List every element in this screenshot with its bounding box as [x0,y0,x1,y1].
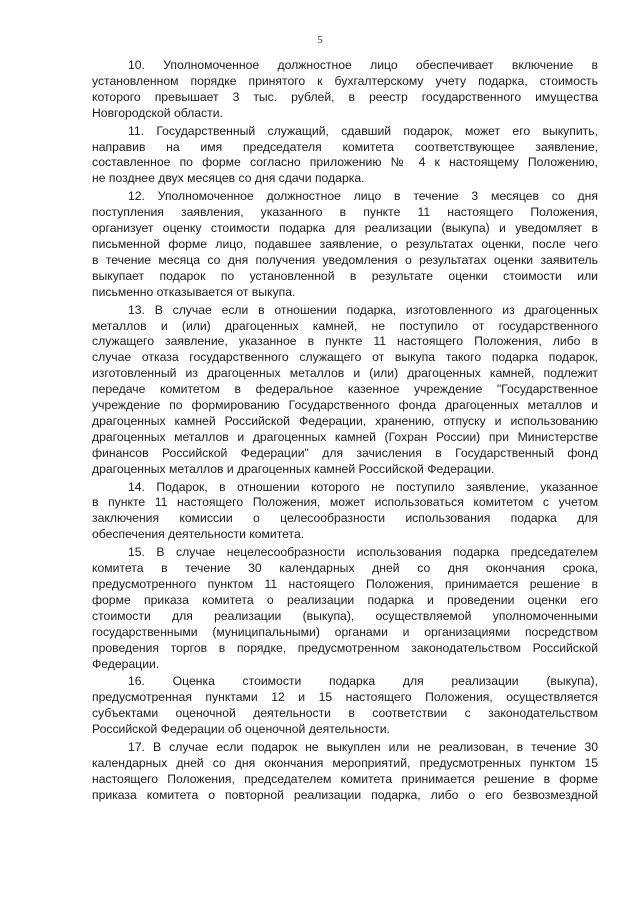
text-line: учреждение по формированию Государственного фонда драгоценных металлов и [92,398,598,413]
text-line: в течение месяца со дня получения уведомления о результатах оценки заявитель [92,252,598,267]
paragraph-16 [92,674,598,738]
text-line: Новгородской области. [92,105,223,120]
text-line: субъектами оценочной деятельности в соответствии с законодательством [92,706,598,721]
text-line: проведения торгов в порядке, предусмотренном законодательством Российской [92,640,598,655]
text-line: драгоценных металлов и драгоценных камней Российской Федерации. [92,461,495,476]
text-line: не позднее двух месяцев со дня сдачи подарка. [92,171,365,186]
text-line: передаче комитетом в федеральное казенное учреждение "Государственное [92,382,598,397]
text-line: составленное по форме согласно приложению № 4 к настоящему Положению, [92,155,598,170]
paragraph-12 [92,189,598,300]
text-line: настоящего Положения, председателем комитета принимается решение в форме [92,771,598,786]
paragraph-11 [92,124,598,188]
paragraph-13 [92,303,598,478]
text-line: металлов и (или) драгоценных камней, не поступило от государственного [92,318,598,333]
text-line: 14. Подарок, в отношении которого не поступило заявление, указанное [128,479,598,494]
text-line: письменно отказывается от выкупа. [92,284,296,299]
text-line: государственными (муниципальными) органами и организациями посредством [92,624,598,639]
text-line: которого превышает 3 тыс. рублей, в реестр государственного имущества [92,89,598,104]
paragraph-17 [92,740,598,804]
text-line: случае отказа государственного служащего от выкупа такого подарка подарок, [92,350,598,365]
text-line: служащего заявление, указанное в пункте 11 настоящего Положения, либо в [92,334,598,349]
text-line: обеспечения деятельности комитета. [92,527,305,542]
document-body [92,58,598,804]
text-line: изготовленный из драгоценных металлов и (или) драгоценных камней, подлежит [92,366,598,381]
text-line: стоимости для реализации (выкупа), осуществляемой уполномоченными [92,608,598,623]
text-line: драгоценных металлов и драгоценных камней (Гохран России) при Министерстве [92,429,598,444]
text-line: заключения комиссии о целесообразности использования подарка для [92,511,598,526]
text-line: предусмотренного пунктом 11 настоящего Положения, принимается решение в [92,577,598,591]
text-line: предусмотренная пунктами 12 и 15 настоящего Положения, осуществляется [92,690,598,705]
text-line: финансов Российской Федерации" для зачисления в Государственный фонд [92,445,598,460]
page-number: 5 [317,34,323,46]
text-line: приказа комитета о повторной реализации подарка, либо о его безвозмездной [92,787,598,802]
text-line: направив на имя председателя комитета соответствующее заявление, [92,139,598,154]
paragraph-10 [92,58,598,122]
text-line: 15. В случае нецелесообразности использования подарка председателем [128,545,598,560]
text-line: Федерации. [92,656,160,671]
text-line: 17. В случае если подарок не выкуплен или не реализован, в течение 30 [128,740,598,755]
text-line: календарных дней со дня окончания мероприятий, предусмотренных пунктом 15 [92,755,598,770]
paragraph-14 [92,480,598,544]
text-line: 11. Государственный служащий, сдавший подарок, может его выкупить, [128,123,598,138]
text-line: 10. Уполномоченное должностное лицо обеспечивает включение в [128,58,598,72]
text-line: 12. Уполномоченное должностное лицо в течение 3 месяцев со дня [128,189,598,204]
text-line: 16. Оценка стоимости подарка для реализации (выкупа), [128,674,598,689]
text-line: установленном порядке принятого к бухгалтерскому учету подарка, стоимость [92,73,598,88]
text-line: форме приказа комитета о реализации подарка и проведении оценки его [92,592,598,607]
text-line: организует оценку стоимости подарка для реализации (выкупа) и уведомляет в [92,221,598,236]
text-line: драгоценных камней Российской Федерации, хранению, отпуску и использованию [92,413,598,428]
text-line: выкупает подарок по установленной в результате оценки стоимости или [92,268,598,283]
text-line: Российской Федерации об оценочной деятельности. [92,722,390,737]
text-line: 13. В случае если в отношении подарка, изготовленного из драгоценных [128,302,598,317]
text-line: в пункте 11 настоящего Положения, может использоваться комитетом с учетом [92,495,598,510]
text-line: поступления заявления, указанного в пункте 11 настоящего Положения, [92,205,598,220]
text-line: письменной форме лицо, подавшее заявление, о результатах оценки, после чего [92,236,598,251]
text-line: комитета в течение 30 календарных дней со дня окончания срока, [92,561,598,576]
paragraph-15 [92,545,598,672]
